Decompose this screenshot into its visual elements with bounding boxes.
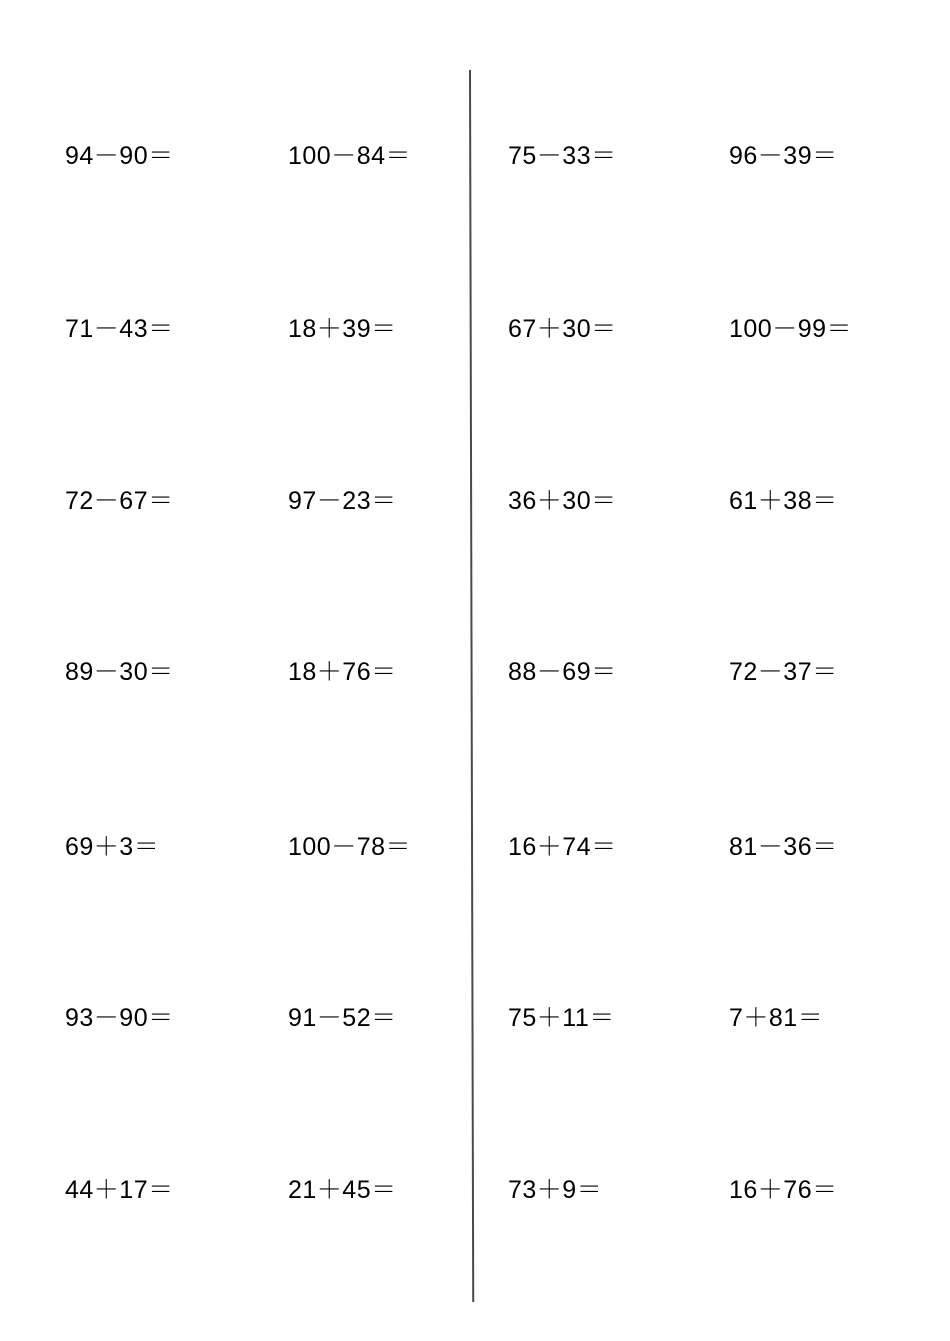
problem-r7-c2: 21＋45＝ bbox=[288, 1176, 397, 1204]
problem-r1-c1: 94－90＝ bbox=[65, 142, 174, 170]
problem-r6-c4: 7＋81＝ bbox=[729, 1004, 824, 1032]
problem-r3-c3: 36＋30＝ bbox=[508, 487, 617, 515]
problem-r4-c3: 88－69＝ bbox=[508, 658, 617, 686]
problem-r5-c4: 81－36＝ bbox=[729, 833, 838, 861]
problem-r5-c1: 69＋3＝ bbox=[65, 833, 160, 861]
problem-r6-c3: 75＋11＝ bbox=[508, 1004, 615, 1032]
column-divider-line bbox=[469, 70, 474, 1302]
problem-r5-c3: 16＋74＝ bbox=[508, 833, 617, 861]
problem-r6-c2: 91－52＝ bbox=[288, 1004, 397, 1032]
problem-r7-c3: 73＋9＝ bbox=[508, 1176, 603, 1204]
problem-r3-c4: 61＋38＝ bbox=[729, 487, 838, 515]
problem-r3-c1: 72－67＝ bbox=[65, 487, 174, 515]
problem-r1-c2: 100－84＝ bbox=[288, 142, 412, 170]
problem-r7-c1: 44＋17＝ bbox=[65, 1176, 174, 1204]
problem-r2-c2: 18＋39＝ bbox=[288, 315, 397, 343]
problem-r4-c4: 72－37＝ bbox=[729, 658, 838, 686]
problem-r7-c4: 16＋76＝ bbox=[729, 1176, 838, 1204]
problem-r4-c1: 89－30＝ bbox=[65, 658, 174, 686]
problem-r2-c3: 67＋30＝ bbox=[508, 315, 617, 343]
problem-r1-c3: 75－33＝ bbox=[508, 142, 617, 170]
problem-r3-c2: 97－23＝ bbox=[288, 487, 397, 515]
problem-r6-c1: 93－90＝ bbox=[65, 1004, 174, 1032]
problem-r2-c4: 100－99＝ bbox=[729, 315, 853, 343]
problem-r1-c4: 96－39＝ bbox=[729, 142, 838, 170]
problem-r4-c2: 18＋76＝ bbox=[288, 658, 397, 686]
problem-r2-c1: 71－43＝ bbox=[65, 315, 174, 343]
problem-r5-c2: 100－78＝ bbox=[288, 833, 412, 861]
